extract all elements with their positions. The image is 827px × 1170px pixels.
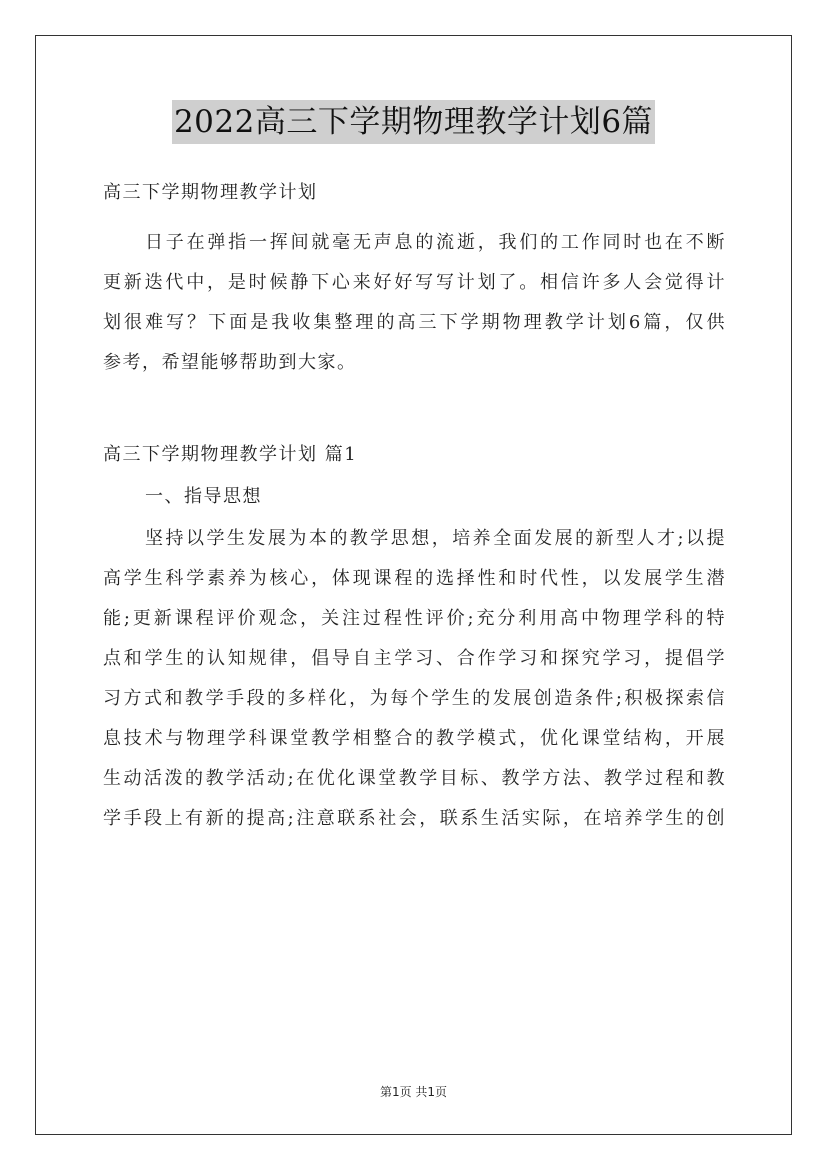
section-line: 生动活泼的教学活动;在优化课堂教学目标、教学方法、教学过程和教 — [103, 768, 726, 789]
page-number: 第1页 共1页 — [379, 1085, 448, 1099]
section-line: 高学生科学素养为核心，体现课程的选择性和时代性，以发展学生潜 — [103, 568, 726, 589]
intro-line: 参考，希望能够帮助到大家。 — [103, 352, 357, 373]
document-body — [103, 173, 726, 839]
intro-line: 日子在弹指一挥间就毫无声息的流逝，我们的工作同时也在不断 — [145, 232, 726, 253]
section-line: 点和学生的认知规律，倡导自主学习、合作学习和探究学习，提倡学 — [103, 648, 726, 669]
page-footer — [0, 1083, 827, 1100]
section-line: 习方式和教学手段的多样化，为每个学生的发展创造条件;积极探索信 — [103, 688, 726, 709]
sub-heading: 一、指导思想 — [145, 486, 262, 507]
section-heading: 高三下学期物理教学计划 篇1 — [103, 444, 358, 465]
section-line: 能;更新课程评价观念，关注过程性评价;充分利用高中物理学科的特 — [103, 608, 726, 629]
document-title: 2022高三下学期物理教学计划6篇 — [172, 100, 655, 144]
intro-heading: 高三下学期物理教学计划 — [103, 182, 318, 203]
section-line: 坚持以学生发展为本的教学思想，培养全面发展的新型人才;以提 — [145, 528, 726, 549]
intro-line: 划很难写？下面是我收集整理的高三下学期物理教学计划6篇，仅供 — [103, 312, 726, 333]
section-line: 息技术与物理学科课堂教学相整合的教学模式，优化课堂结构，开展 — [103, 728, 726, 749]
section-line: 学手段上有新的提高;注意联系社会，联系生活实际，在培养学生的创 — [103, 808, 726, 829]
title-container — [0, 100, 827, 144]
intro-line: 更新迭代中，是时候静下心来好好写写计划了。相信许多人会觉得计 — [103, 272, 726, 293]
